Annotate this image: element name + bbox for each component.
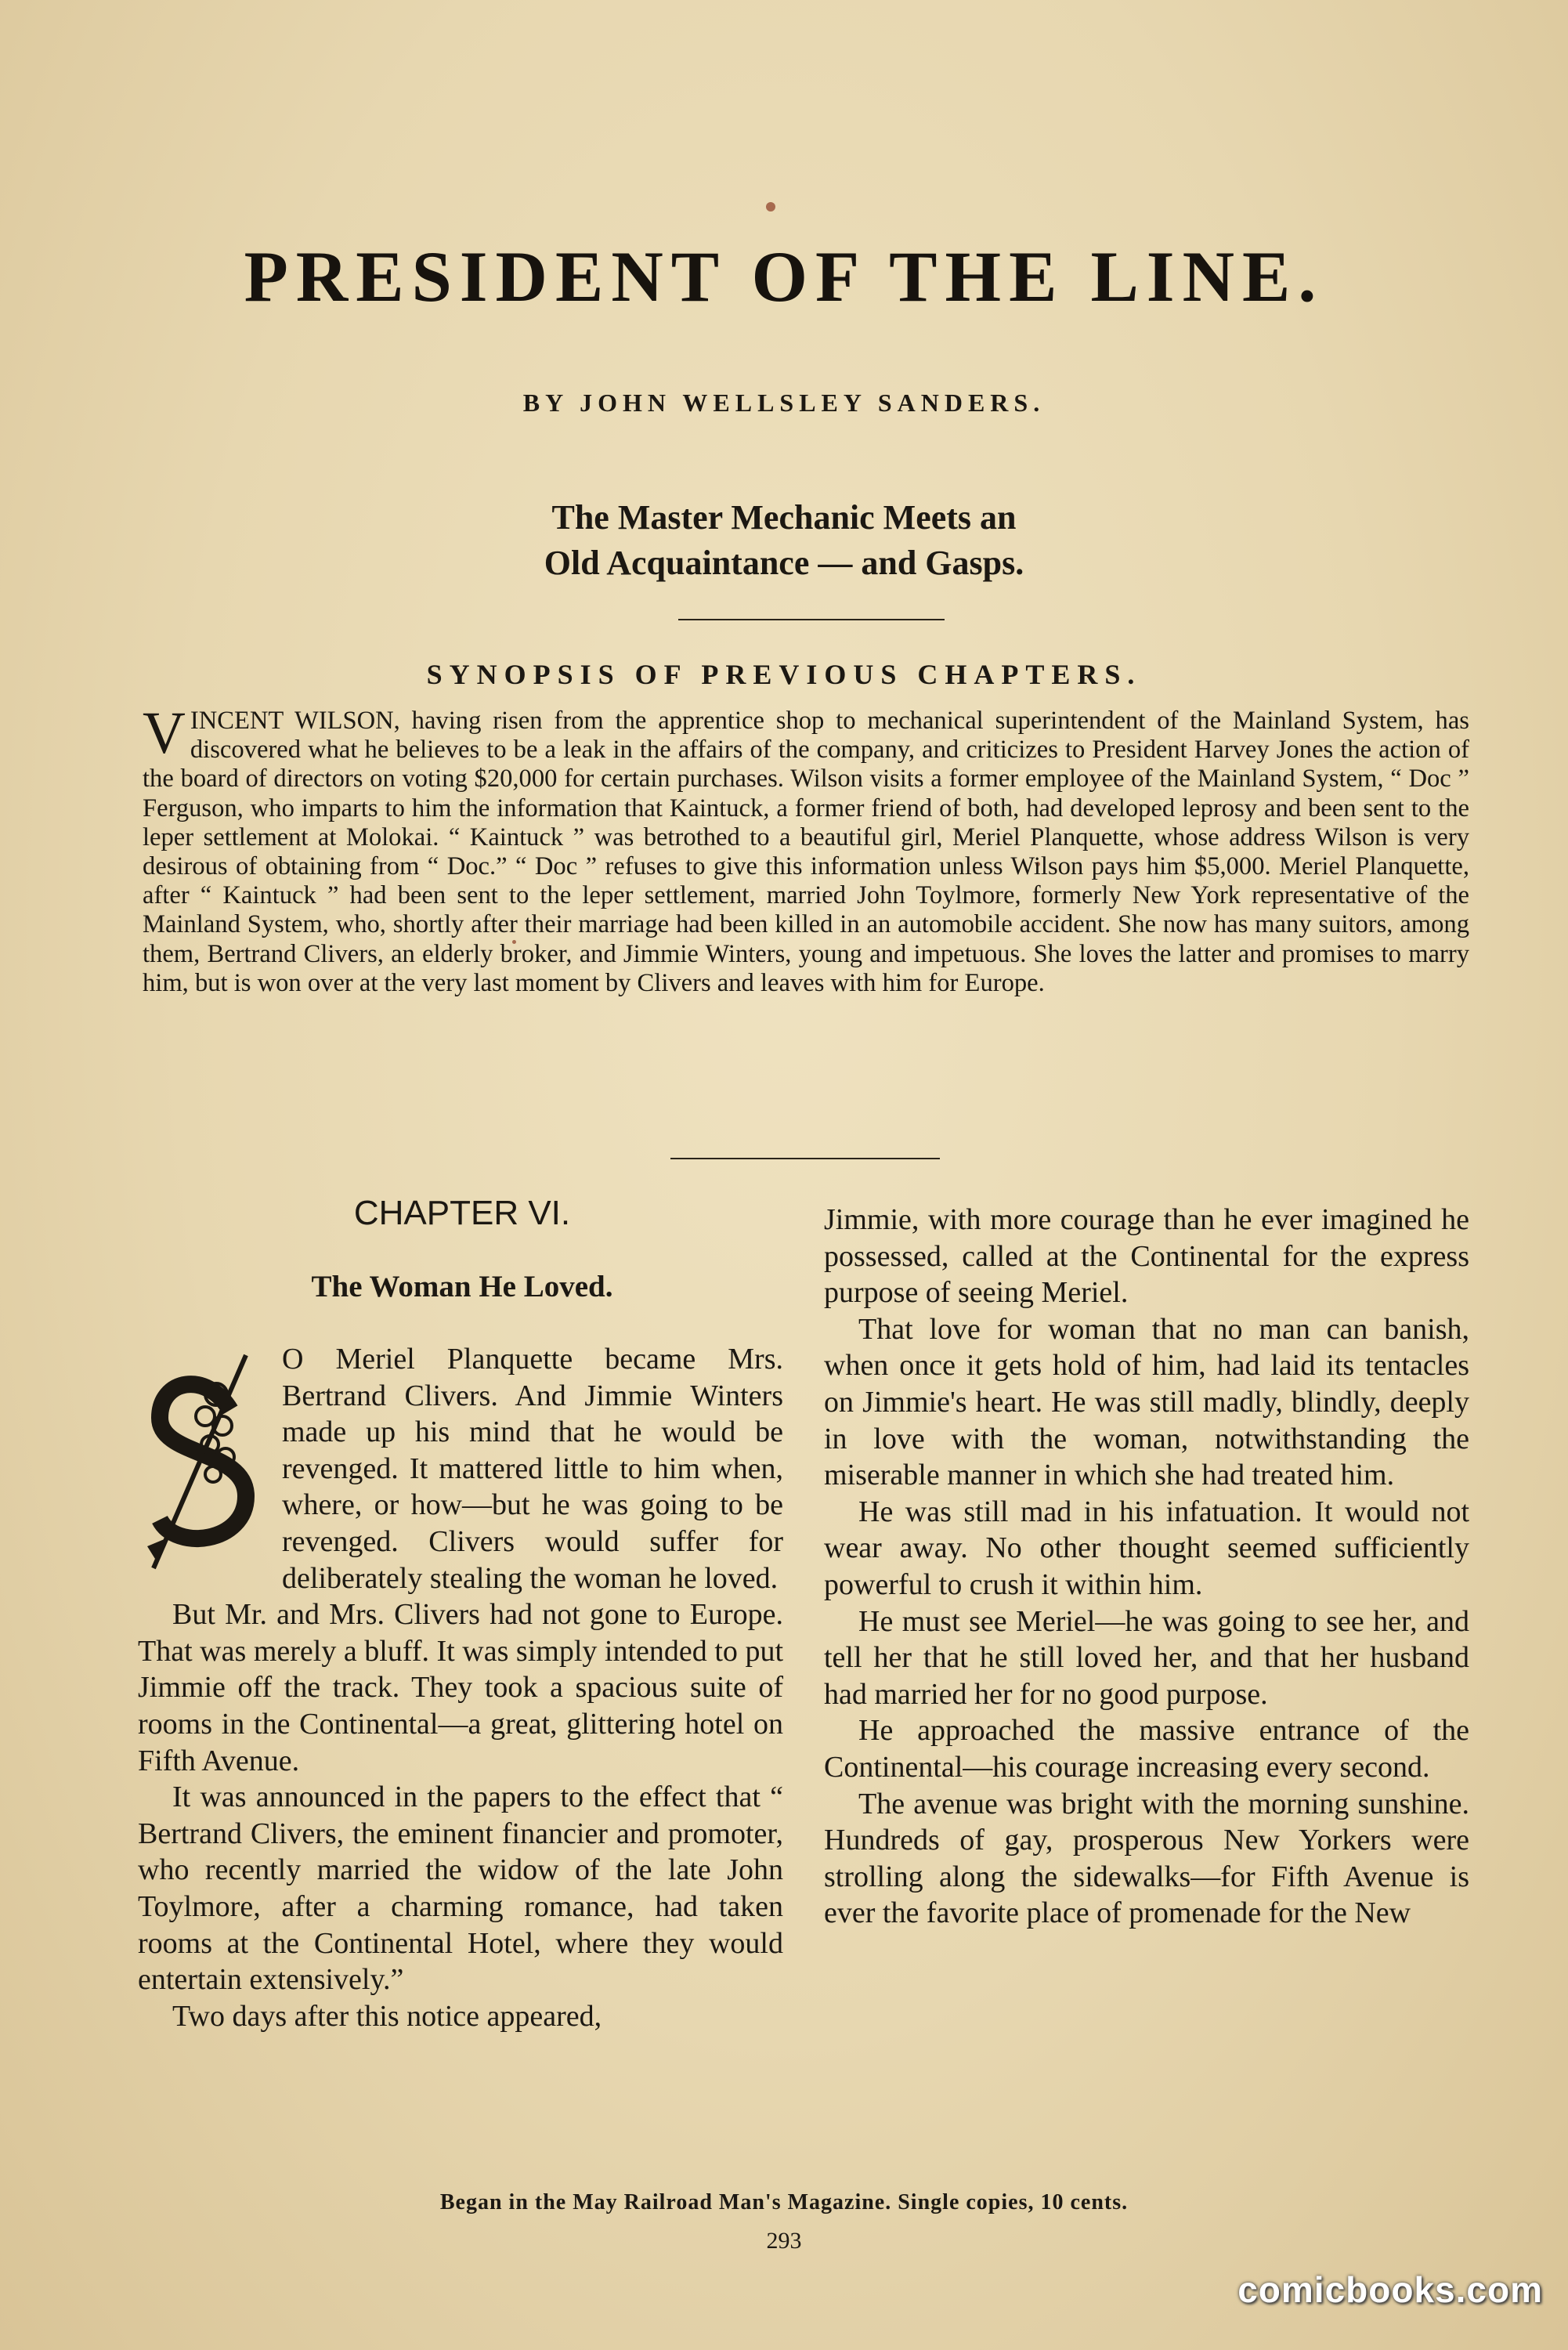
drop-cap-letter: S (238, 1550, 244, 1562)
text-column-left (138, 1341, 783, 2034)
text-column-right (824, 1202, 1469, 1932)
divider-rule (678, 619, 945, 620)
footer-note: Began in the May Railroad Man's Magazine. Single copies, 10 cents. (439, 2190, 1129, 2214)
paragraph: O Meriel Planquette became Mrs. Bertrand Clivers. And Jimmie Winters made up his mind that he would be revenged. It mattered little to him when, where, or how—but he was going to be revenged. Clivers would suffer for deliberately stealing the woman he loved. (282, 1343, 783, 1595)
paragraph: It was announced in the papers to the effect that “ Bertrand Clivers, the eminent financier and promoter, who recently married the widow of the late John Toylmore, after a charming romance, had taken rooms at the Continental Hotel, where they would entertain extensively.” (138, 1781, 783, 1997)
paragraph: Jimmie, with more courage than he ever imagined he possessed, called at the Continental for the express purpose of seeing Meriel. (824, 1203, 1469, 1310)
ornamental-drop-cap-icon (138, 1347, 266, 1574)
chapter-heading: CHAPTER VI. (353, 1194, 571, 1232)
article-title: PRESIDENT OF THE LINE. (244, 237, 1324, 316)
page-number: 293 (766, 2228, 802, 2254)
divider-rule (670, 1158, 940, 1159)
paragraph: That love for woman that no man can banish, when once it gets hold of him, had laid its tentacles on Jimmie's heart. He was still madly, blindly, deeply in love with the woman, notwithstanding the miserable manner in which she had treated him. (824, 1312, 1469, 1492)
paragraph: But Mr. and Mrs. Clivers had not gone to Europe. That was merely a bluff. It was simply intended to put Jimmie off the track. They took a spacious suite of rooms in the Continental—a great, glittering hotel on Fifth Avenue. (138, 1598, 783, 1777)
synopsis-body: INCENT WILSON, having risen from the apprentice shop to mechanical superintendent of the Mainland System, has discovered what he believes to be a leak in the affairs of the company, and criticizes to President Harvey Jones the action of the board of directors on voting $20,000 for certain purchases. Wilson visits a former employee of the Mainland System, “ Doc ” Ferguson, who imparts to him the information that Kaintuck, a former friend of both, had developed leprosy and been sent to the leper settlement at Molokai. “ Kaintuck ” was betrothed to a beautiful girl, Meriel Planquette, whose address Wilson is very desirous of obtaining from “ Doc.” “ Doc ” refuses to give this information unless Wilson pays him $5,000. Meriel Planquette, after “ Kaintuck ” had been sent to the leper settlement, married John Toylmore, formerly New York representative of the Mainland System, who, shortly after their marriage had been killed in an automobile accident. She now has many suitors, among them, Bertrand Clivers, an elderly broker, and Jimmie Winters, young and impetuous. She loves the latter and promises to marry him, but is won over at the very last moment by Clivers and leaves with him for Europe. (143, 707, 1469, 997)
article-subtitle (0, 495, 1568, 586)
paragraph: Two days after this notice appeared, (172, 1999, 602, 2033)
paragraph: He was still mad in his infatuation. It would not wear away. No other thought seemed sufficiently powerful to crush it within him. (824, 1495, 1469, 1601)
article-byline: BY JOHN WELLSLEY SANDERS. (522, 389, 1046, 417)
paper-speck (766, 202, 775, 212)
site-watermark: comicbooks.com (1237, 2269, 1543, 2310)
chapter-subheading: The Woman He Loved. (311, 1270, 613, 1303)
paragraph: He must see Meriel—he was going to see her, and tell her that he still loved her, and that her husband had married her for no good purpose. (824, 1604, 1469, 1711)
synopsis-text (143, 700, 1469, 998)
subtitle-line-1: The Master Mechanic Meets an (551, 498, 1017, 537)
paragraph: The avenue was bright with the morning sunshine. Hundreds of gay, prosperous New Yorkers were strolling along the sidewalks—for Fifth Avenue is ever the favorite place of promenade for the New (824, 1787, 1469, 1930)
paragraph: He approached the massive entrance of the Continental—his courage increasing every second. (824, 1714, 1469, 1784)
synopsis-heading: SYNOPSIS OF PREVIOUS CHAPTERS. (426, 659, 1142, 690)
synopsis-drop-letter: V (143, 700, 186, 766)
subtitle-line-2: Old Acquaintance — and Gasps. (544, 544, 1024, 582)
